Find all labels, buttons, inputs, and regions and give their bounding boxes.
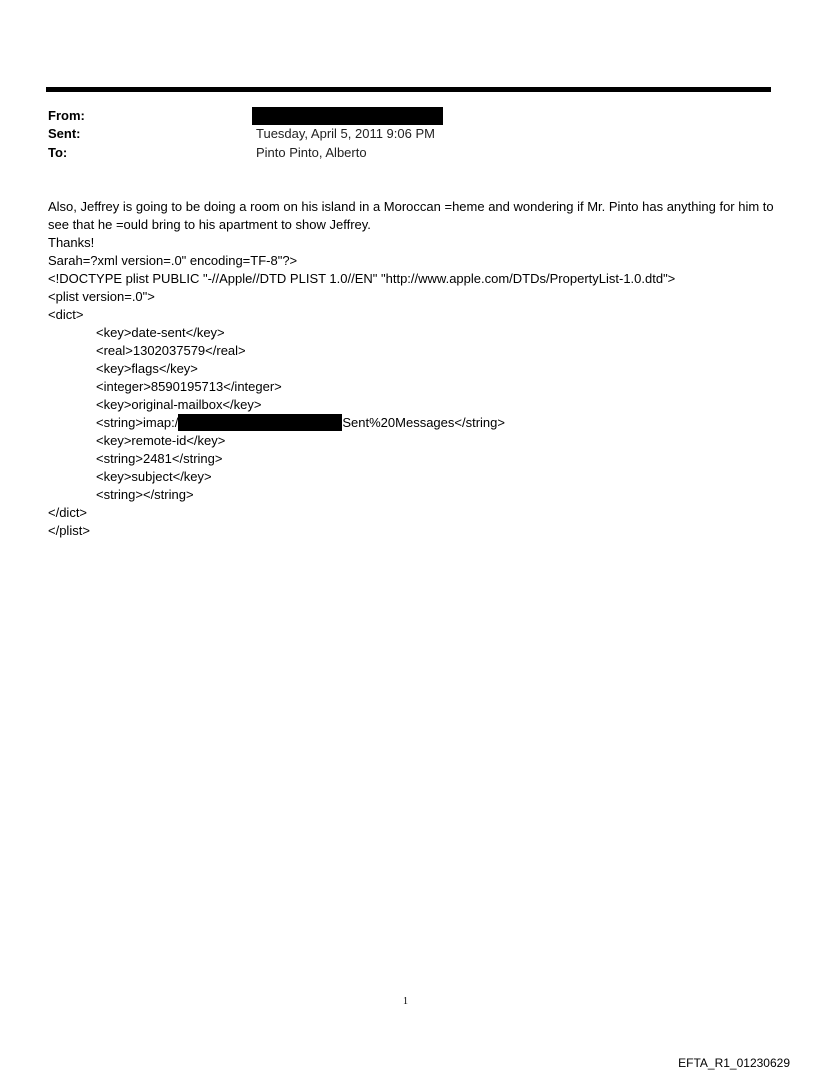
body-paragraph: Also, Jeffrey is going to be doing a room on his island in a Moroccan =heme and wondering if Mr. Pinto has anything for him to see that he =ould bring to his apartment to show Jeffrey. [48, 199, 774, 232]
from-redaction [252, 107, 443, 125]
to-label: To: [48, 145, 68, 160]
to-value: Pinto Pinto, Alberto [256, 145, 367, 160]
key-flags-line: <key>flags</key> [96, 361, 198, 376]
key-original-mailbox-line: <key>original-mailbox</key> [96, 397, 262, 412]
key-date-sent-line: <key>date-sent</key> [96, 325, 225, 340]
string-imap-line [48, 414, 778, 432]
dict-close-line: </dict> [48, 505, 88, 520]
dict-open-line: <dict> [48, 307, 84, 322]
thanks-line: Thanks! [48, 235, 95, 250]
plist-close-line: </plist> [48, 523, 90, 538]
string-remote-id-line: <string>2481</string> [96, 451, 223, 466]
imap-suffix: Sent%20Messages</string> [342, 415, 505, 430]
real-value-line: <real>1302037579</real> [96, 343, 246, 358]
header-rule [46, 87, 771, 92]
imap-redaction [178, 414, 342, 431]
from-label: From: [48, 108, 85, 123]
sent-value: Tuesday, April 5, 2011 9:06 PM [256, 126, 435, 141]
document-id: EFTA_R1_01230629 [678, 1056, 790, 1070]
page-number: 1 [403, 996, 408, 1007]
email-body [48, 198, 778, 540]
integer-value-line: <integer>8590195713</integer> [96, 379, 282, 394]
doctype-line: <!DOCTYPE plist PUBLIC "-//Apple//DTD PLIST 1.0//EN" "http://www.apple.com/DTDs/PropertyList-1.0.dtd"> [48, 271, 676, 286]
plist-open-line: <plist version=.0"> [48, 289, 155, 304]
string-subject-line: <string></string> [96, 487, 194, 502]
xml-declaration-line: Sarah=?xml version=.0" encoding=TF-8"?> [48, 253, 298, 268]
key-remote-id-line: <key>remote-id</key> [96, 433, 226, 448]
key-subject-line: <key>subject</key> [96, 469, 212, 484]
sent-label: Sent: [48, 126, 81, 141]
imap-prefix: <string>imap:/ [96, 415, 179, 430]
